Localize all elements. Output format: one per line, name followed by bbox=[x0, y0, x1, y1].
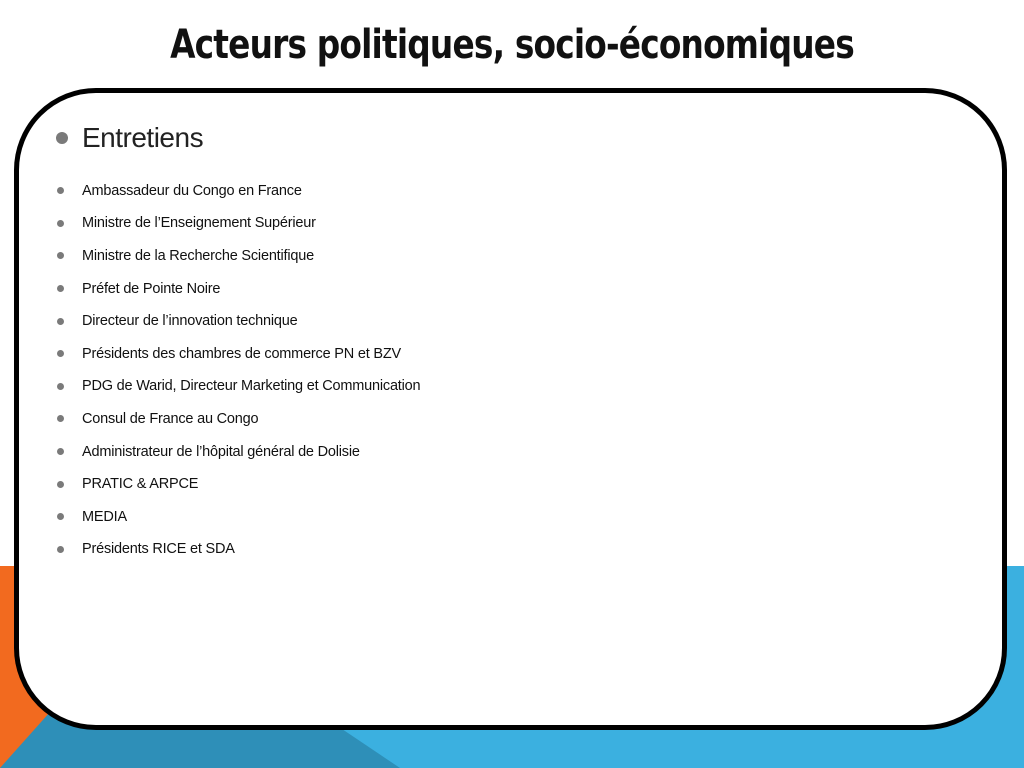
list-item-text: MEDIA bbox=[82, 508, 127, 525]
list-item-text: Consul de France au Congo bbox=[82, 410, 259, 427]
list-item-text: Ambassadeur du Congo en France bbox=[82, 182, 302, 199]
bullet-icon bbox=[57, 350, 64, 357]
bullet-icon bbox=[57, 318, 64, 325]
bullet-icon bbox=[57, 415, 64, 422]
interview-list bbox=[57, 180, 420, 571]
list-item-text: PRATIC & ARPCE bbox=[82, 476, 199, 493]
bullet-icon bbox=[57, 546, 64, 553]
list-item-text: Préfet de Pointe Noire bbox=[82, 280, 221, 297]
bullet-icon bbox=[57, 252, 64, 259]
list-item-text: Ministre de la Recherche Scientifique bbox=[82, 247, 314, 264]
list-item-text: Présidents des chambres de commerce PN et BZV bbox=[82, 345, 401, 362]
section-heading-text: Entretiens bbox=[82, 122, 204, 153]
list-item bbox=[57, 528, 420, 572]
list-item-text: Ministre de l’Enseignement Supérieur bbox=[82, 215, 316, 232]
bullet-icon bbox=[57, 383, 64, 390]
list-item-text: PDG de Warid, Directeur Marketing et Communication bbox=[82, 378, 421, 395]
bullet-icon bbox=[57, 220, 64, 227]
bullet-icon bbox=[57, 481, 64, 488]
list-item-text: Présidents RICE et SDA bbox=[82, 541, 235, 558]
list-item-text: Administrateur de l’hôpital général de Dolisie bbox=[82, 443, 360, 460]
bullet-icon bbox=[56, 132, 68, 144]
slide-title: Acteurs politiques, socio-économiques bbox=[170, 22, 854, 68]
bullet-icon bbox=[57, 285, 64, 292]
section-heading bbox=[56, 120, 203, 156]
bullet-icon bbox=[57, 513, 64, 520]
bullet-icon bbox=[57, 187, 64, 194]
list-item-text: Directeur de l’innovation technique bbox=[82, 313, 298, 330]
bullet-icon bbox=[57, 448, 64, 455]
